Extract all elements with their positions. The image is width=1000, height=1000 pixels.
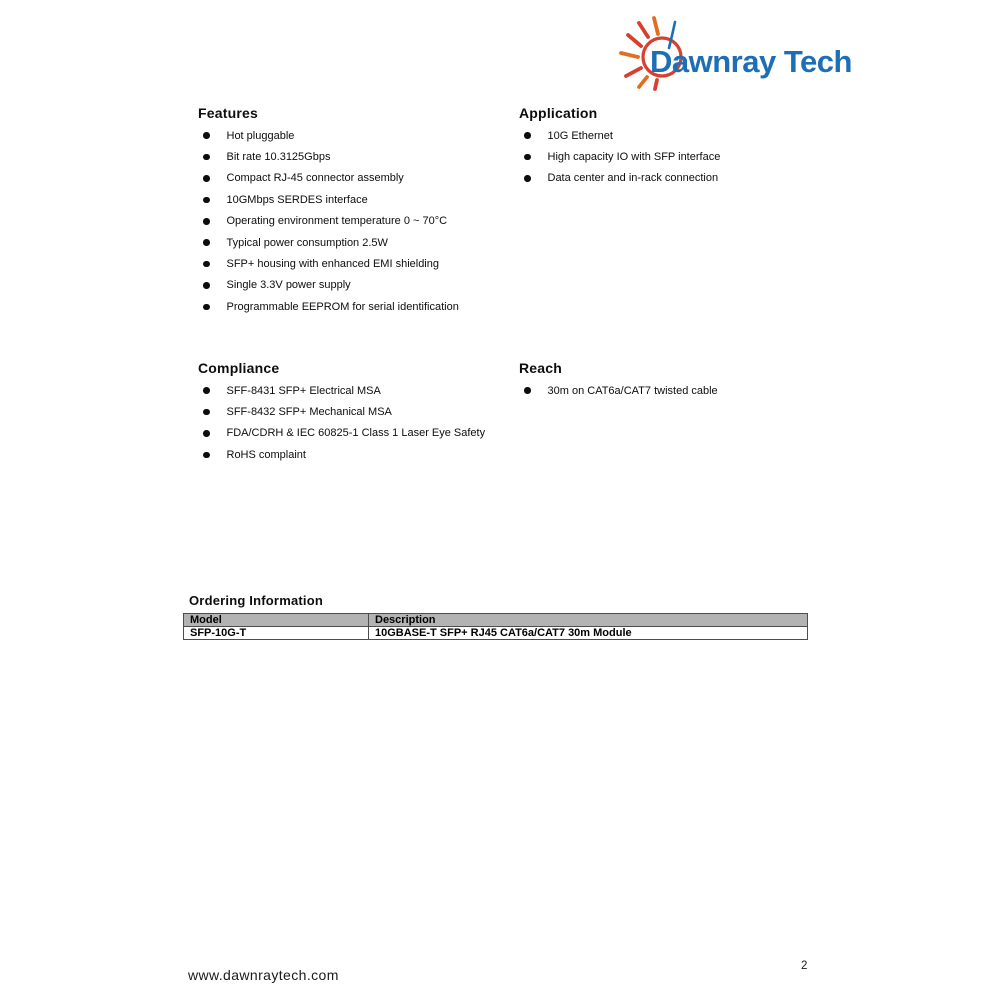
list-item-text: RoHS complaint: [226, 448, 306, 461]
bullet-icon: [203, 132, 210, 139]
features-section: [198, 106, 508, 318]
page-number: 2: [801, 960, 808, 972]
table-header-row: [184, 614, 808, 627]
bullet-icon: [524, 132, 531, 139]
list-item-text: SFF-8432 SFP+ Mechanical MSA: [226, 406, 392, 419]
reach-title: Reach: [519, 360, 563, 376]
table-row: [184, 627, 808, 640]
list-item: [198, 253, 508, 274]
list-item: [198, 211, 508, 232]
bullet-icon: [524, 387, 531, 394]
column-header-model: Model: [184, 614, 369, 627]
list-item-text: Typical power consumption 2.5W: [226, 236, 388, 249]
list-item: [198, 125, 508, 146]
bullet-icon: [524, 175, 531, 182]
list-item-text: SFF-8431 SFP+ Electrical MSA: [226, 384, 381, 397]
list-item: [198, 232, 508, 253]
bullet-icon: [203, 282, 210, 289]
bullet-icon: [203, 175, 210, 182]
compliance-section: [198, 361, 528, 466]
list-item-text: Hot pluggable: [226, 129, 295, 142]
list-item: [198, 423, 528, 444]
list-item: [198, 444, 528, 465]
list-item-text: 10G Ethernet: [547, 129, 613, 142]
features-list: [198, 125, 508, 318]
website-link[interactable]: www.dawnraytech.com: [188, 967, 339, 983]
list-item-text: Operating environment temperature 0 ~ 70°C: [226, 215, 448, 228]
list-item-text: High capacity IO with SFP interface: [547, 151, 721, 164]
list-item: [519, 125, 829, 146]
compliance-title: Compliance: [198, 360, 280, 376]
list-item-text: Single 3.3V power supply: [226, 279, 351, 292]
bullet-icon: [203, 239, 210, 246]
bullet-icon: [203, 154, 210, 161]
ordering-title: Ordering Information: [189, 593, 323, 608]
list-item-text: Programmable EEPROM for serial identification: [226, 300, 459, 313]
application-list: [519, 125, 829, 189]
bullet-icon: [203, 304, 210, 311]
list-item-text: FDA/CDRH & IEC 60825-1 Class 1 Laser Eye Safety: [226, 427, 486, 440]
list-item-text: Data center and in-rack connection: [547, 172, 719, 185]
bullet-icon: [203, 387, 210, 394]
list-item: [198, 168, 508, 189]
ordering-table: [183, 613, 808, 640]
bullet-icon: [203, 261, 210, 268]
compliance-list: [198, 380, 528, 466]
list-item-text: Bit rate 10.3125Gbps: [226, 151, 331, 164]
list-item: [519, 146, 829, 167]
bullet-icon: [203, 430, 210, 437]
list-item: [198, 146, 508, 167]
application-title: Application: [519, 105, 598, 121]
ordering-section: [183, 593, 809, 640]
bullet-icon: [203, 218, 210, 225]
application-section: [519, 106, 829, 189]
model-cell: SFP-10G-T: [184, 627, 369, 640]
logo-wordmark: Dawnray Tech: [650, 44, 852, 79]
list-item: [519, 380, 829, 401]
reach-section: [519, 361, 829, 401]
list-item: [198, 275, 508, 296]
list-item-text: SFP+ housing with enhanced EMI shielding: [226, 258, 439, 271]
list-item-text: Compact RJ-45 connector assembly: [226, 172, 404, 185]
bullet-icon: [203, 452, 210, 459]
list-item-text: 30m on CAT6a/CAT7 twisted cable: [547, 384, 718, 397]
list-item: [198, 401, 528, 422]
bullet-icon: [203, 197, 210, 204]
bullet-icon: [524, 154, 531, 161]
list-item: [198, 296, 508, 317]
description-cell: 10GBASE-T SFP+ RJ45 CAT6a/CAT7 30m Module: [369, 627, 808, 640]
list-item: [198, 189, 508, 210]
column-header-description: Description: [369, 614, 808, 627]
list-item: [198, 380, 528, 401]
list-item: [519, 168, 829, 189]
bullet-icon: [203, 409, 210, 416]
features-title: Features: [198, 105, 258, 121]
reach-list: [519, 380, 829, 401]
list-item-text: 10GMbps SERDES interface: [226, 193, 368, 206]
